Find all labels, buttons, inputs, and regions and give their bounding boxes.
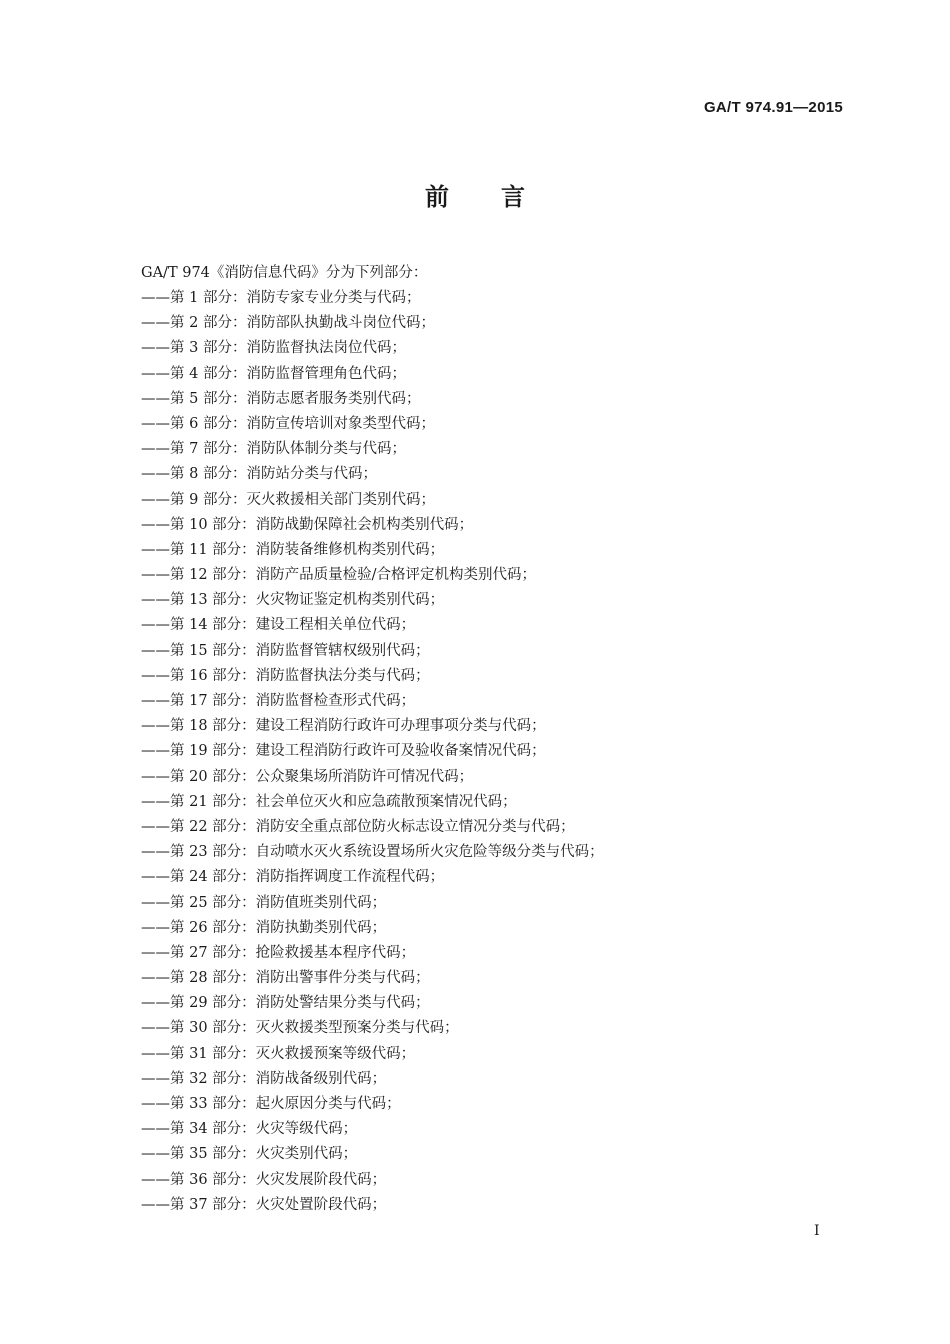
list-item: ——第 35 部分：火灾类别代码； [141, 1146, 358, 1163]
list-item: ——第 36 部分：火灾发展阶段代码； [141, 1171, 387, 1188]
list-item: ——第 37 部分：火灾处置阶段代码； [141, 1196, 387, 1213]
list-item: ——第 9 部分：灭火救援相关部门类别代码； [141, 491, 435, 508]
list-item: ——第 30 部分：灭火救援类型预案分类与代码； [141, 1020, 459, 1037]
list-item: ——第 16 部分：消防监督执法分类与代码； [141, 667, 430, 684]
list-item: ——第 34 部分：火灾等级代码； [141, 1121, 358, 1138]
list-item: ——第 17 部分：消防监督检查形式代码； [141, 693, 416, 709]
list-item: ——第 26 部分：消防执勤类别代码； [141, 919, 387, 936]
intro-paragraph: GA/T 974《消防信息代码》分为下列部分： [141, 265, 428, 281]
list-item: ——第 13 部分：火灾物证鉴定机构类别代码； [141, 592, 445, 609]
list-item: ——第 2 部分：消防部队执勤战斗岗位代码； [141, 315, 435, 332]
list-item: ——第 22 部分：消防安全重点部位防火标志设立情况分类与代码； [141, 818, 575, 835]
list-item: ——第 15 部分：消防监督管辖权级别代码； [141, 642, 430, 659]
list-item: ——第 19 部分：建设工程消防行政许可及验收备案情况代码； [141, 743, 546, 760]
standard-number: GA/T 974.91—2015 [703, 99, 843, 116]
parts-list [141, 286, 604, 1218]
page-title: 前言 [425, 183, 577, 211]
list-item: ——第 7 部分：消防队体制分类与代码； [141, 441, 406, 458]
list-item: ——第 18 部分：建设工程消防行政许可办理事项分类与代码； [141, 718, 546, 735]
list-item: ——第 10 部分：消防战勤保障社会机构类别代码； [141, 516, 474, 533]
list-item: ——第 4 部分：消防监督管理角色代码； [141, 365, 406, 382]
list-item: ——第 25 部分：消防值班类别代码； [141, 894, 387, 911]
list-item: ——第 24 部分：消防指挥调度工作流程代码； [141, 869, 445, 886]
list-item: ——第 11 部分：消防装备维修机构类别代码； [141, 541, 445, 558]
list-item: ——第 6 部分：消防宣传培训对象类型代码； [141, 415, 435, 432]
list-item: ——第 28 部分：消防出警事件分类与代码； [141, 970, 430, 987]
list-item: ——第 14 部分：建设工程相关单位代码； [141, 617, 416, 634]
list-item: ——第 29 部分：消防处警结果分类与代码； [141, 995, 430, 1012]
list-item: ——第 27 部分：抢险救援基本程序代码； [141, 944, 416, 961]
list-item: ——第 8 部分：消防站分类与代码； [141, 466, 377, 483]
list-item: ——第 21 部分：社会单位灭火和应急疏散预案情况代码； [141, 793, 517, 810]
list-item: ——第 23 部分：自动喷水灭火系统设置场所火灾危险等级分类与代码； [141, 844, 604, 861]
list-item: ——第 3 部分：消防监督执法岗位代码； [141, 340, 406, 357]
list-item: ——第 20 部分：公众聚集场所消防许可情况代码； [141, 768, 474, 785]
list-item: ——第 5 部分：消防志愿者服务类别代码； [141, 390, 421, 407]
list-item: ——第 31 部分：灭火救援预案等级代码； [141, 1045, 416, 1062]
page-number: I [814, 1223, 820, 1239]
list-item: ——第 1 部分：消防专家专业分类与代码； [141, 290, 421, 306]
list-item: ——第 33 部分：起火原因分类与代码； [141, 1096, 401, 1112]
list-item: ——第 32 部分：消防战备级别代码； [141, 1070, 387, 1087]
list-item: ——第 12 部分：消防产品质量检验/合格评定机构类别代码； [141, 567, 537, 584]
